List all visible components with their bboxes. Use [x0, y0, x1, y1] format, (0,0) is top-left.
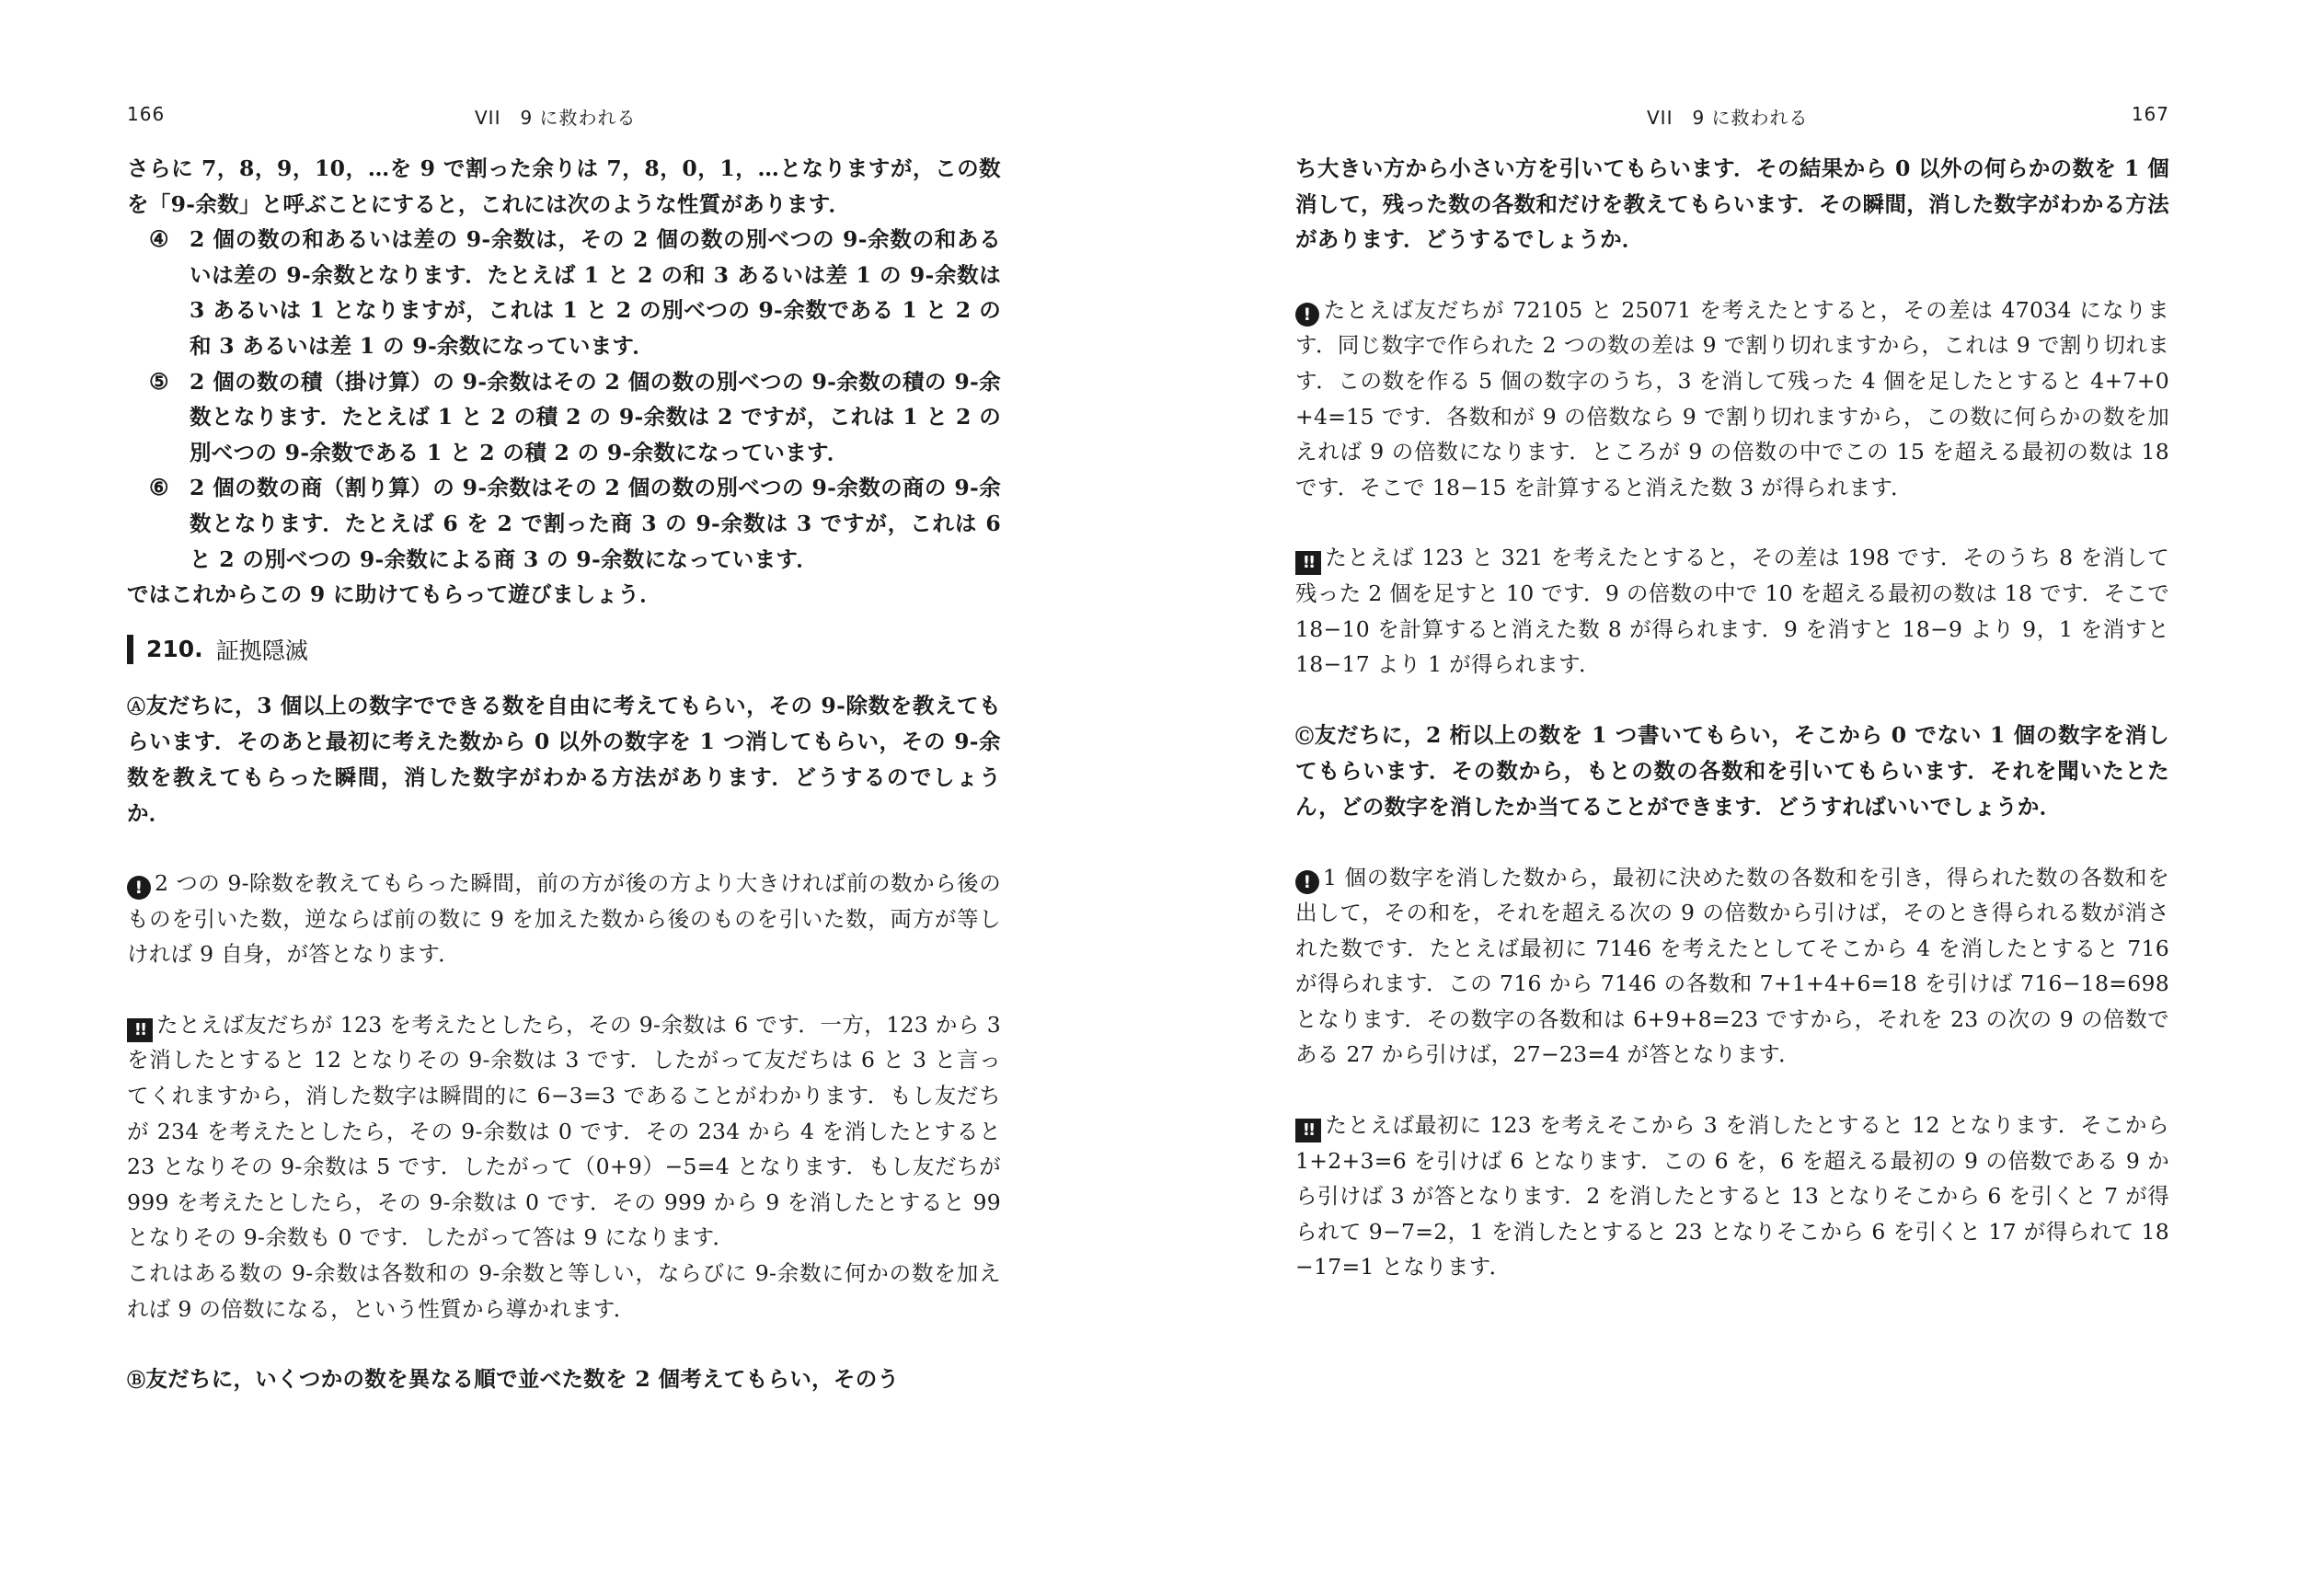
closing-paragraph: ではこれからこの 9 に助けてもらって遊びましょう． — [127, 581, 662, 608]
section-heading — [127, 631, 1001, 668]
property-marker: ⑤ — [149, 367, 169, 395]
example-icon: !! — [127, 1018, 153, 1042]
left-running-head — [127, 103, 1001, 131]
problem-label: Ⓒ — [1295, 724, 1315, 747]
property-marker: ④ — [149, 225, 169, 253]
left-page-body — [127, 151, 1001, 1398]
answer-icon: ! — [1295, 870, 1319, 894]
answer-a — [127, 866, 1001, 972]
right-running-head — [1295, 103, 2169, 131]
example-icon: !! — [1295, 1119, 1321, 1142]
answer-text: 1 個の数字を消した数から，最初に決めた数の各数和を引き，得られた数の各数和を出して，その和を，それを超える次の 9 の倍数から引けば，そのとき得られる数が消された数です．たとえば最初に 7146 を考えたとしてそこから 4 を消したとすると 716 が得られます．この 716 から 7146 の各数和 7+1+4+6=18 を引けば 716−18=698 となります．その数字の各数和は 6+9+8=23 ですから，それを 23 の次の 9 の倍数である 27 から引けば，27−23=4 が答となります． — [1295, 864, 2169, 1068]
example-icon: !! — [1295, 551, 1321, 575]
problem-b-continued: ち大きい方から小さい方を引いてもらいます．その結果から 0 以外の何らかの数を 1 個消して，残った数の各数和だけを教えてもらいます．その瞬間，消した数字がわかる方法があります．どうするでしょうか． — [1295, 155, 2169, 253]
example-text: たとえば友だちが 123 を考えたとしたら，その 9-余数は 6 です．一方，123 から 3 を消したとすると 12 となりその 9-余数は 3 です．したがって友だちは 6 と 3 と言ってくれますから，消した数字は瞬間的に 6−3=3 であることがわかります．もし友だちが 234 を考えたとしたら，その 9-余数は 0 です．その 234 から 4 を消したとすると 23 となりその 9-余数は 5 です．したがって（0+9）−5=4 となります．もし友だちが 999 を考えたとしたら，その 9-余数は 0 です．その 999 から 9 を消したとすると 99 となりその 9-余数も 0 です．したがって答は 9 になります． — [127, 1011, 1001, 1251]
example-text: たとえば最初に 123 を考えそこから 3 を消したとすると 12 となります．そこから 1+2+3=6 を引けば 6 となります．この 6 を，6 を超える最初の 9 の倍数である 9 から引けば 3 が答となります．2 を消したとすると 13 となりそこから 6 を引くと 7 が得られて 9−7=2，1 を消したとすると 23 となりそこから 6 を引くと 17 が得られて 18−17=1 となります． — [1295, 1112, 2169, 1280]
problem-text: 友だちに，いくつかの数を異なる順で並べた数を 2 個考えてもらい，そのう — [145, 1366, 900, 1393]
answer-b — [1295, 293, 2169, 506]
right-page-body — [1295, 151, 2169, 1285]
property-text: 2 個の数の積（掛け算）の 9-余数はその 2 個の数の別べつの 9-余数の積の 9-余数となります．たとえば 1 と 2 の積 2 の 9-余数は 2 ですが，これは 1 と 2 の別べつの 9-余数である 1 と 2 の積 2 の 9-余数になっています． — [190, 368, 1001, 465]
property-item — [127, 222, 1001, 363]
property-text: 2 個の数の和あるいは差の 9-余数は，その 2 個の数の別べつの 9-余数の和あるいは差の 9-余数となります．たとえば 1 と 2 の和 3 あるいは差 1 の 9-余数は 3 あるいは 1 となりますが，これは 1 と 2 の別べつの 9-余数である 1 と 2 の和 3 あるいは差 1 の 9-余数になっています． — [190, 226, 1001, 359]
intro-paragraph: さらに 7，8，9，10，…を 9 で割った余りは 7，8，0，1，…となりますが，この数を「9-余数」と呼ぶことにすると，これには次のような性質があります． — [127, 155, 1001, 217]
answer-c — [1295, 860, 2169, 1074]
answer-text: 2 つの 9-除数を教えてもらった瞬間，前の方が後の方より大きければ前の数から後のものを引いた数，逆ならば前の数に 9 を加えた数から後のものを引いた数，両方が等しければ 9 自身，が答となります． — [127, 870, 1001, 968]
chapter-title: VII 9 に救われる — [1647, 107, 1809, 129]
note-a: これはある数の 9-余数は各数和の 9-余数と等しい，ならびに 9-余数に何かの数を加えれば 9 の倍数になる，という性質から導かれます． — [127, 1260, 1001, 1322]
answer-icon: ! — [1295, 303, 1319, 327]
problem-a — [127, 688, 1001, 831]
problem-text: 友だちに，2 桁以上の数を 1 つ書いてもらい，そこから 0 でない 1 個の数字を消してもらいます．その数から，もとの数の各数和を引いてもらいます．それを聞いたとたん，どの数字を消したか当てることができます．どうすればいいでしょうか． — [1295, 721, 2169, 820]
problem-c — [1295, 718, 2169, 825]
property-text: 2 個の数の商（割り算）の 9-余数はその 2 個の数の別べつの 9-余数の商の 9-余数となります．たとえば 6 を 2 で割った商 3 の 9-余数は 3 ですが，これは 6 と 2 の別べつの 9-余数による商 3 の 9-余数になっています． — [190, 475, 1001, 572]
section-number: 210. — [146, 636, 203, 663]
problem-label: Ⓑ — [127, 1369, 146, 1392]
left-page — [127, 0, 1001, 1596]
example-c — [1295, 1108, 2169, 1285]
example-text: たとえば 123 と 321 を考えたとすると，その差は 198 です．そのうち 8 を消して残った 2 個を足すと 10 です．9 の倍数の中で 10 を超える最初の数は 18 です．そこで 18−10 を計算すると消えた数 8 が得られます．9 を消すと 18−9 より 9，1 を消すと 18−17 より 1 が得られます． — [1295, 545, 2169, 678]
page-number: 166 — [127, 103, 166, 125]
problem-text: 友だちに，3 個以上の数字でできる数を自由に考えてもらい，その 9-除数を教えてもらいます．そのあと最初に考えた数から 0 以外の数字を 1 つ消してもらい，その 9-余数を教えてもらった瞬間，消した数字がわかる方法があります．どうするのでしょうか． — [127, 692, 1001, 826]
right-page — [1295, 0, 2169, 1596]
answer-icon: ! — [127, 876, 151, 900]
heading-bar — [127, 635, 133, 664]
example-a — [127, 1007, 1001, 1256]
page-number: 167 — [2131, 103, 2169, 125]
example-b — [1295, 540, 2169, 682]
problem-label: Ⓐ — [127, 695, 146, 718]
property-item — [127, 470, 1001, 577]
property-marker: ⑥ — [149, 474, 169, 501]
chapter-title: VII 9 に救われる — [475, 107, 637, 129]
problem-b — [127, 1361, 1001, 1398]
section-title: 証拠隠滅 — [215, 637, 308, 664]
property-item — [127, 364, 1001, 471]
answer-text: たとえば友だちが 72105 と 25071 を考えたとすると，その差は 47034 になります．同じ数字で作られた 2 つの数の差は 9 で割り切れますから，これは 9 で割り切れます．この数を作る 5 個の数字のうち，3 を消して残った 4 個を足したとすると 4+7+0+4=15 です．各数和が 9 の倍数なら 9 で割り切れますから，この数に何らかの数を加えれば 9 の倍数になります．ところが 9 の倍数の中でこの 15 を超える最初の数は 18 です．そこで 18−15 を計算すると消えた数 3 が得られます． — [1295, 296, 2169, 500]
